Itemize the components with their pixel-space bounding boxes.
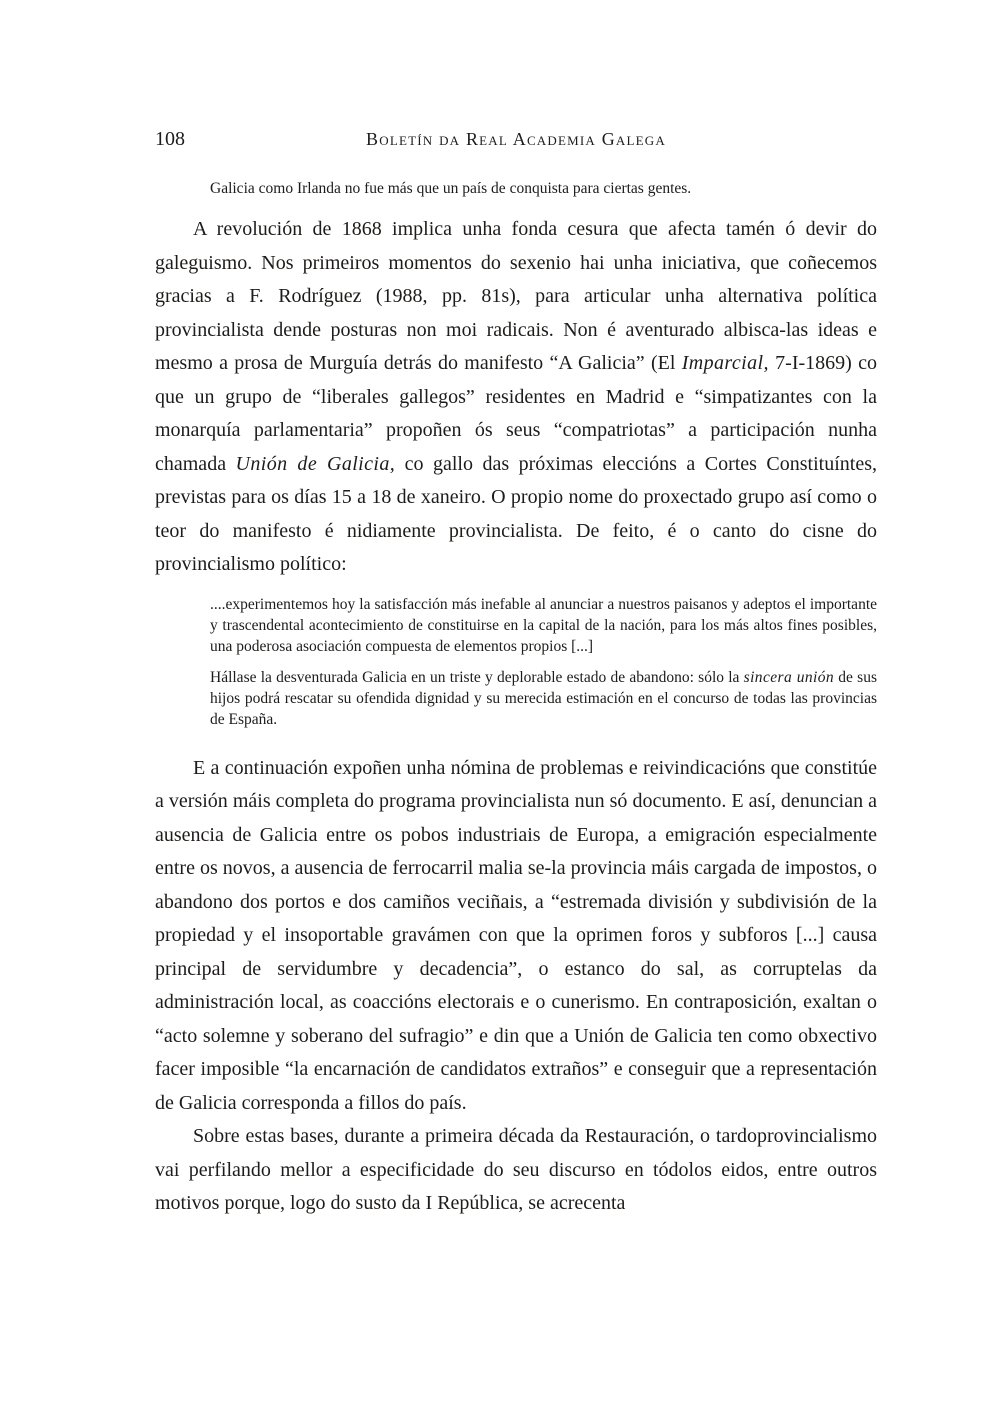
blockquote-2: Hállase la desventurada Galicia en un triste y deplorable estado de abandono: sólo la sincera unión de sus hijos podrá rescatar su ofendida dignidad y su merecida estimación en el concurso de todas las provincias de España. bbox=[210, 668, 877, 728]
paragraph-2: E a continuación expoñen unha nómina de problemas e reivindicacións que constitúe a versión máis completa do programa provincialista nun só documento. E así, denuncian a ausencia de Galicia entre os pobos industriais de Europa, a emigración especialmente entre os novos, a ausencia de ferrocarril malia se-la provincia máis cargada de impostos, o abandono dos portos e dos camiños veciñais, a “estremada división y subdivisión de la propiedad y el insoportable gravámen con que la oprimen foros y subforos [...] causa principal de servidumbre y decadencia”, o estanco do sal, as corruptelas da administración local, as coaccións electorais e o cunerismo. En contraposición, exaltan o “acto solemne y soberano del sufragio” e din que a Unión de Galicia ten como obxectivo facer imposible “la encarnación de candidatos extraños” e conseguir que a representación de Galicia corresponda a fillos do país. bbox=[155, 756, 877, 1114]
page-header bbox=[155, 127, 877, 153]
paragraph-3: Sobre estas bases, durante a primeira década da Restauración, o tardoprovincialismo vai perfilando mellor a especificidade do seu discurso en tódolos eidos, entre outros motivos porque, logo do susto da I República, se acrecenta bbox=[155, 1125, 877, 1214]
page-number: 108 bbox=[155, 128, 185, 150]
blockquote-1: ....experimentemos hoy la satisfacción más inefable al anunciar a nuestros paisanos y adeptos el importante y trascendental acontecimiento de constituirse en la capital de la nación, para los más altos fines posibles, una poderosa asociación compuesta de elementos propios [...] bbox=[210, 595, 877, 655]
journal-title: Boletín da Real Academia Galega bbox=[366, 129, 666, 149]
paragraph-1: A revolución de 1868 implica unha fonda cesura que afecta tamén ó devir do galeguismo. Nos primeiros momentos do sexenio hai unha iniciativa, que coñecemos gracias a F. Rodríguez (1988, pp. 81s), para articular unha alternativa política provincialista dende posturas non moi radicais. Non é aventurado albisca-las ideas e mesmo a prosa de Murguía detrás do manifesto “A Galicia” (El Imparcial, 7-I-1869) co que un grupo de “liberales gallegos” residentes en Madrid e “simpatizantes con la monarquía parlamentaria” propoñen ós seus “compatriotas” a participación nunha chamada Unión de Galicia, co gallo das próximas eleccións a Cortes Constituíntes, previstas para os días 15 a 18 de xaneiro. O propio nome do proxectado grupo así como o teor do manifesto é nidiamente provincialista. De feito, é o canto do cisne do provincialismo político: bbox=[155, 218, 877, 575]
epigraph-quote: Galicia como Irlanda no fue más que un país de conquista para ciertas gentes. bbox=[210, 180, 692, 197]
page-body bbox=[155, 178, 877, 1221]
